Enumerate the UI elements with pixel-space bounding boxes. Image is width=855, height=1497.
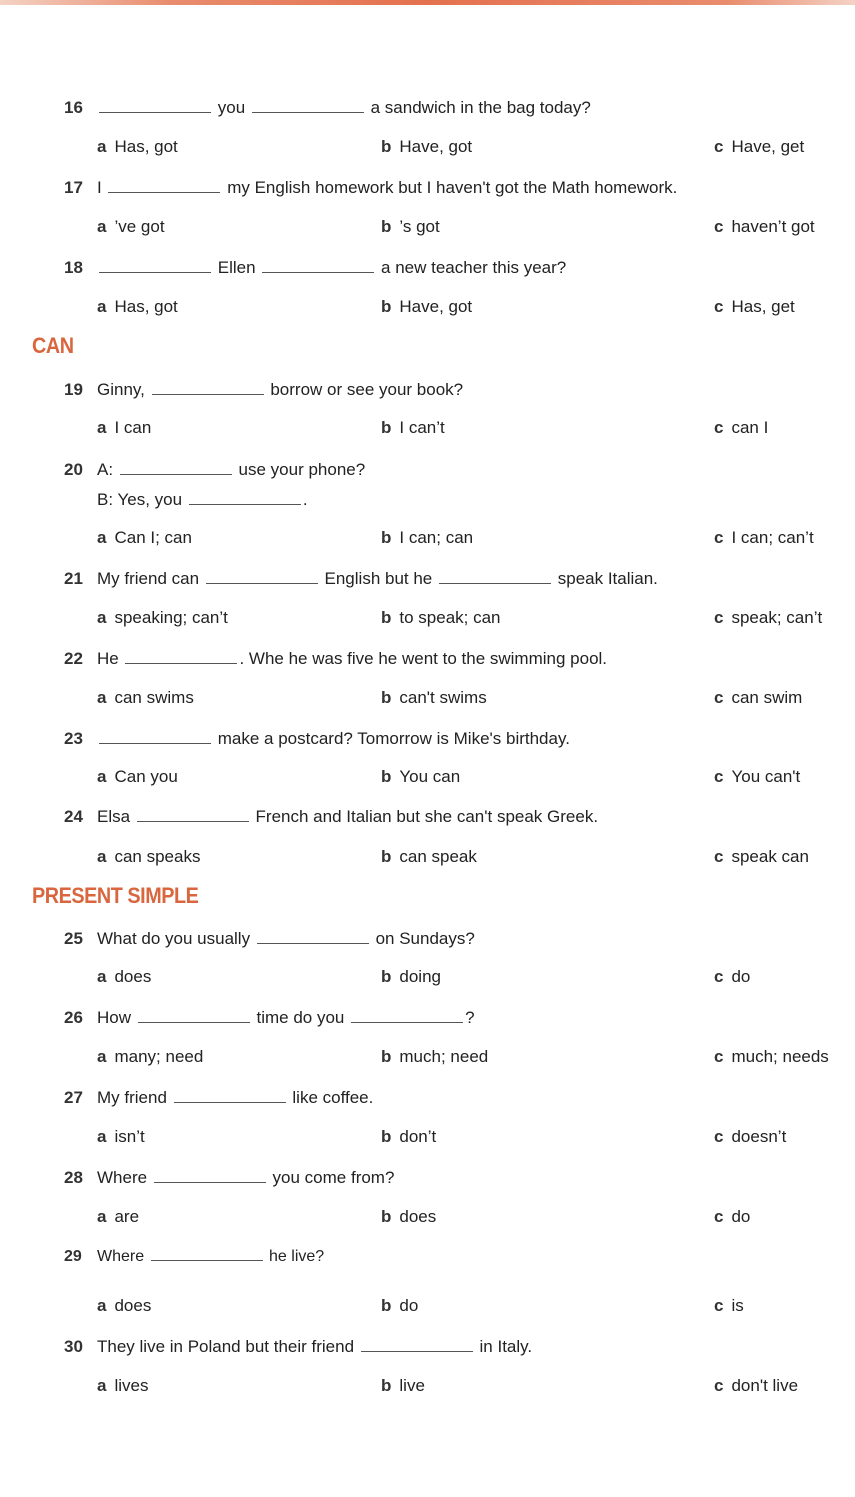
answer-blank[interactable] (257, 931, 369, 944)
question-text: . Whe he was five he went to the swimming pool. (239, 649, 608, 668)
question-number: 21 (64, 569, 83, 588)
question-number: 27 (64, 1088, 83, 1107)
question-text: you (217, 98, 246, 117)
answer-blank[interactable] (189, 492, 301, 505)
question-number: 20 (64, 460, 83, 479)
question-text: make a postcard? Tomorrow is Mike's birthday. (217, 729, 570, 748)
question-number: 24 (64, 807, 83, 826)
option-c[interactable]: c I can; can’t (714, 528, 814, 547)
question-text: like coffee. (292, 1088, 374, 1107)
question-text: ? (465, 1008, 475, 1027)
question-text: Elsa (97, 807, 131, 826)
answer-blank[interactable] (125, 651, 237, 664)
question-number: 28 (64, 1168, 83, 1187)
option-a[interactable]: a are (97, 1207, 140, 1226)
question-text: borrow or see your book? (270, 380, 464, 399)
question-number: 25 (64, 929, 83, 948)
question-18 (64, 258, 566, 278)
question-text: you come from? (272, 1168, 395, 1187)
question-text: Where (97, 1248, 145, 1265)
answer-blank[interactable] (252, 100, 364, 113)
question-number: 30 (64, 1337, 83, 1356)
question-number: 16 (64, 98, 83, 117)
option-a[interactable]: a does (97, 967, 152, 986)
option-c[interactable]: c speak can (714, 847, 809, 866)
answer-blank[interactable] (439, 571, 551, 584)
question-text: They live in Poland but their friend (97, 1337, 355, 1356)
option-b[interactable]: b can't swims (381, 688, 487, 707)
question-text: my English homework but I haven't got the Math homework. (227, 178, 678, 197)
option-c[interactable]: c can swim (714, 688, 803, 707)
question-text: a new teacher this year? (381, 258, 567, 277)
option-a[interactable]: a lives (97, 1376, 149, 1395)
question-text: use your phone? (238, 460, 366, 479)
answer-blank[interactable] (120, 462, 232, 475)
option-b[interactable]: b You can (381, 767, 461, 786)
question-19 (64, 380, 463, 400)
option-c[interactable]: c haven’t got (714, 217, 815, 236)
option-a[interactable]: a can swims (97, 688, 194, 707)
option-b[interactable]: b can speak (381, 847, 477, 866)
option-a[interactable]: a Has, got (97, 297, 178, 316)
question-text: speak Italian. (557, 569, 658, 588)
question-text: My friend can (97, 569, 200, 588)
option-c[interactable]: c do (714, 967, 751, 986)
question-text: I (97, 178, 102, 197)
question-22 (64, 649, 607, 669)
question-21 (64, 569, 658, 589)
answer-blank[interactable] (152, 382, 264, 395)
question-text: he live? (269, 1248, 325, 1265)
question-text: My friend (97, 1088, 167, 1107)
option-b[interactable]: b Have, got (381, 297, 473, 316)
option-b[interactable]: b ’s got (381, 217, 440, 236)
question-text: a sandwich in the bag today? (370, 98, 591, 117)
option-a[interactable]: a Has, got (97, 137, 178, 156)
option-a[interactable]: a isn’t (97, 1127, 145, 1146)
option-a[interactable]: a can speaks (97, 847, 201, 866)
answer-blank[interactable] (99, 100, 211, 113)
question-26 (64, 1008, 475, 1028)
question-27 (64, 1088, 373, 1108)
question-text: . (302, 490, 308, 509)
answer-blank[interactable] (262, 260, 374, 273)
option-a[interactable]: a Can I; can (97, 528, 192, 547)
option-c[interactable]: c is (714, 1296, 744, 1315)
question-text: He (97, 649, 119, 668)
question-text: French and Italian but she can't speak Greek. (255, 807, 599, 826)
option-b[interactable]: b to speak; can (381, 608, 501, 627)
section-heading-present-simple: PRESENT SIMPLE (32, 883, 199, 908)
answer-blank[interactable] (138, 1010, 250, 1023)
question-text: on Sundays? (375, 929, 475, 948)
answer-blank[interactable] (361, 1339, 473, 1352)
answer-blank[interactable] (99, 731, 211, 744)
option-b[interactable]: b Have, got (381, 137, 473, 156)
option-c[interactable]: c doesn’t (714, 1127, 787, 1146)
question-text: Where (97, 1168, 148, 1187)
answer-blank[interactable] (154, 1170, 266, 1183)
question-17 (64, 178, 677, 198)
answer-blank[interactable] (99, 260, 211, 273)
option-c[interactable]: c Have, get (714, 137, 805, 156)
question-number: 23 (64, 729, 83, 748)
option-a[interactable]: a I can (97, 418, 152, 437)
question-text: Ginny, (97, 380, 145, 399)
question-text: How (97, 1008, 132, 1027)
answer-blank[interactable] (108, 180, 220, 193)
option-b[interactable]: b much; need (381, 1047, 489, 1066)
option-c[interactable]: c Has, get (714, 297, 795, 316)
answer-blank[interactable] (351, 1010, 463, 1023)
question-number: 18 (64, 258, 83, 277)
question-20 (64, 460, 365, 480)
option-b[interactable]: b doing (381, 967, 441, 986)
question-number: 22 (64, 649, 83, 668)
question-text: time do you (256, 1008, 345, 1027)
question-text: A: (97, 460, 114, 479)
question-text: B: Yes, you (97, 490, 183, 509)
question-23 (64, 729, 570, 749)
question-16 (64, 98, 591, 118)
option-c[interactable]: c You can't (714, 767, 801, 786)
question-number: 29 (64, 1248, 82, 1265)
question-28 (64, 1168, 394, 1188)
answer-blank[interactable] (174, 1090, 286, 1103)
option-a[interactable]: a ’ve got (97, 217, 165, 236)
answer-blank[interactable] (137, 809, 249, 822)
option-b[interactable]: b live (381, 1376, 425, 1395)
option-c[interactable]: c speak; can’t (714, 608, 823, 627)
section-heading-can: CAN (32, 333, 74, 358)
question-24 (64, 807, 598, 827)
question-30 (64, 1337, 532, 1357)
question-text: English but he (324, 569, 433, 588)
option-c[interactable]: c much; needs (714, 1047, 829, 1066)
option-b[interactable]: b does (381, 1207, 437, 1226)
option-a[interactable]: a Can you (97, 767, 178, 786)
question-20-response (97, 490, 308, 510)
question-29 (64, 1247, 324, 1267)
option-b[interactable]: b do (381, 1296, 419, 1315)
question-number: 19 (64, 380, 83, 399)
question-text: Ellen (217, 258, 256, 277)
option-c[interactable]: c do (714, 1207, 751, 1226)
answer-blank[interactable] (206, 571, 318, 584)
question-text: in Italy. (479, 1337, 533, 1356)
answer-blank[interactable] (151, 1248, 263, 1261)
option-b[interactable]: b don’t (381, 1127, 437, 1146)
option-a[interactable]: a does (97, 1296, 152, 1315)
question-text: What do you usually (97, 929, 251, 948)
option-c[interactable]: c don't live (714, 1376, 799, 1395)
option-a[interactable]: a many; need (97, 1047, 204, 1066)
question-number: 17 (64, 178, 83, 197)
top-accent-bar (0, 0, 855, 5)
option-a[interactable]: a speaking; can’t (97, 608, 228, 627)
option-c[interactable]: c can I (714, 418, 769, 437)
option-b[interactable]: b I can’t (381, 418, 445, 437)
option-b[interactable]: b I can; can (381, 528, 474, 547)
question-number: 26 (64, 1008, 83, 1027)
question-25 (64, 929, 475, 949)
